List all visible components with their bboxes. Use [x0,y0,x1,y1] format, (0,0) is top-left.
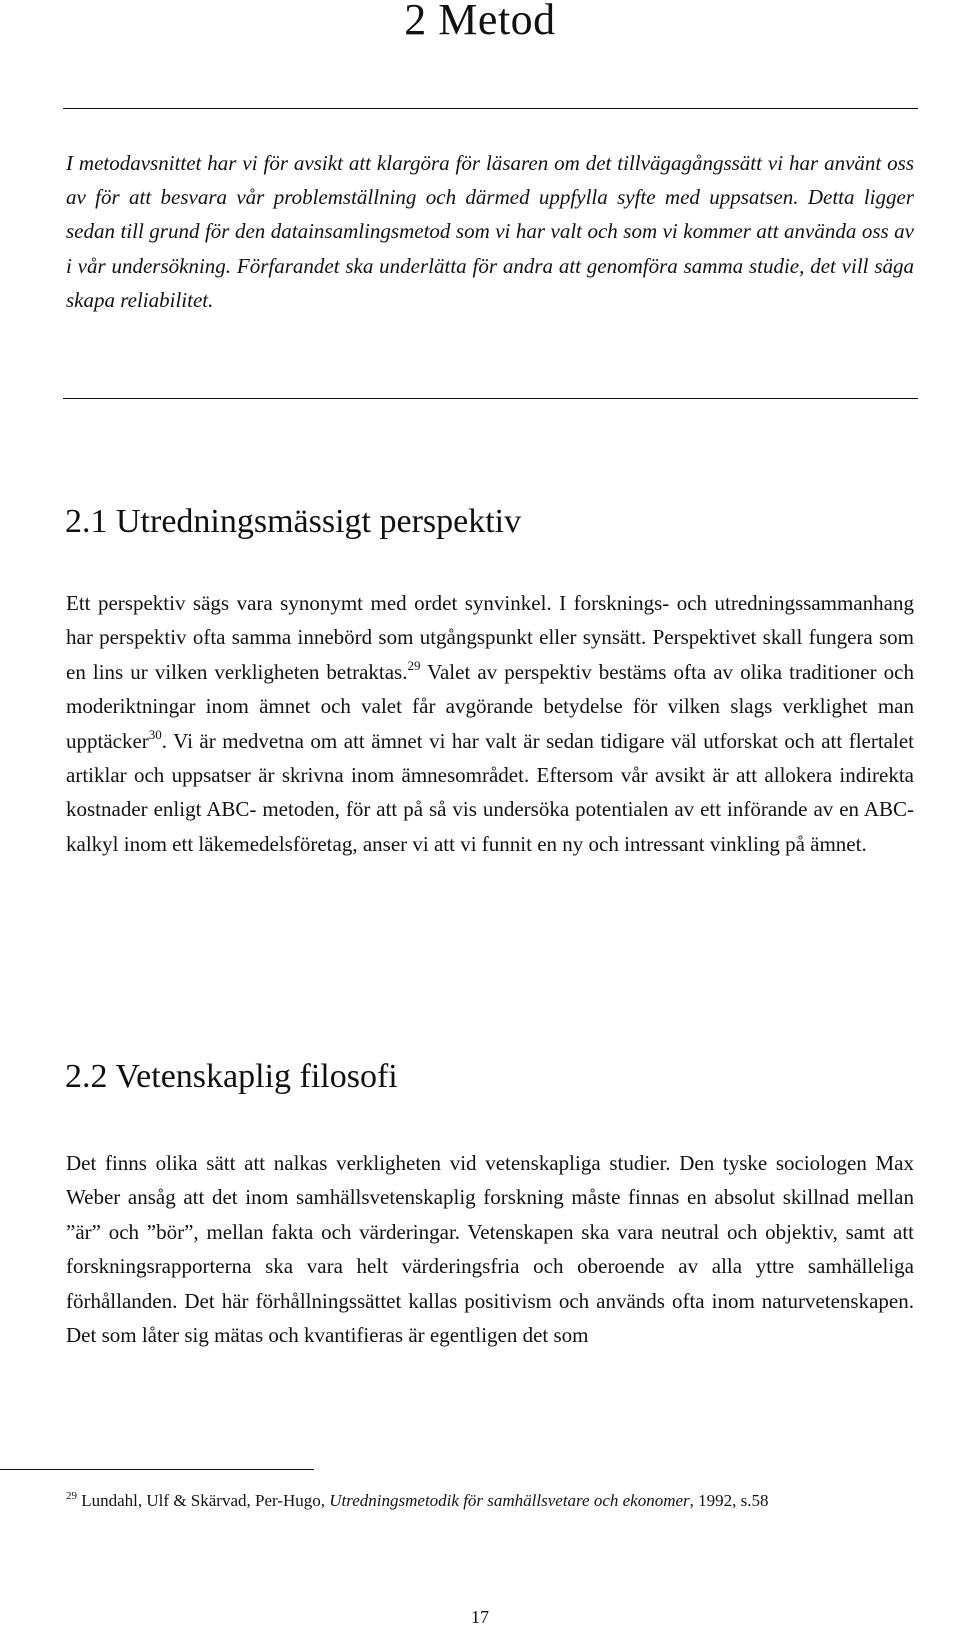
top-divider [63,108,918,109]
perspective-paragraph [66,586,914,861]
perspective-text-2: Valet av perspektiv bestäms ofta av olika traditioner och moderiktningar inom ämnet och valet får avgörande betydelse för vilken slags verklighet man upptäcker [66,659,914,753]
footnote-details: , 1992, s.58 [689,1491,769,1510]
perspective-text-1: Ett perspektiv sägs vara synonymt med ordet synvinkel. I forsknings- och utredningssammanhang har perspektiv ofta samma innebörd som utgångspunkt eller synsätt. Perspektivet skall fungera som en lins ur vilken verkligheten betraktas. [66,591,914,684]
section-heading-perspective: 2.1 Utredningsmässigt perspektiv [65,503,522,540]
footnote-number: 29 [66,1490,77,1502]
footnote-ref-30: 30 [148,726,162,742]
intro-divider [63,398,918,399]
footnote-work-title: Utredningsmetodik för samhällsvetare och ekonomer [329,1491,690,1510]
footnote-authors: Lundahl, Ulf & Skärvad, Per-Hugo, [77,1491,330,1510]
perspective-text-3: . Vi är medvetna om att ämnet vi har valt är sedan tidigare väl utforskat och att flertalet artiklar och uppsatser är skrivna inom ämnesområdet. Eftersom vår avsikt är att allokera indirekta kostnader enligt ABC- metoden, för att på så vis undersöka potentialen av ett införande av en ABC-kalkyl inom ett läkemedelsföretag, anser vi att vi funnit en ny och intressant vinkling på ämnet. [66,728,914,856]
chapter-title: 2 Metod [404,0,556,44]
footnote-29 [66,1487,916,1514]
section-heading-philosophy: 2.2 Vetenskaplig filosofi [65,1058,398,1095]
page-number: 17 [471,1607,489,1627]
footnote-divider [0,1469,314,1470]
intro-paragraph: I metodavsnittet har vi för avsikt att klargöra för läsaren om det tillvägagångssätt vi har använt oss av för att besvara vår problemställning och därmed uppfylla syfte med uppsatsen. Detta ligger sedan till grund för den datainsamlingsmetod som vi har valt och som vi kommer att använda oss av i vår undersökning. Förfarandet ska underlätta för andra att genomföra samma studie, det vill säga skapa reliabilitet. [66,151,914,312]
philosophy-paragraph: Det finns olika sätt att nalkas verkligheten vid vetenskapliga studier. Den tyske sociologen Max Weber ansåg att det inom samhällsvetenskaplig forskning måste finnas en absolut skillnad mellan ”är” och ”bör”, mellan fakta och värderingar. Vetenskapen ska vara neutral och objektiv, samt att forskningsrapporterna ska vara helt värderingsfria och oberoende av alla yttre samhälleliga förhållanden. Det här förhållningssättet kallas positivism och används ofta inom naturvetenskapen. Det som låter sig mätas och kvantifieras är egentligen det som [66,1151,914,1348]
footnote-ref-29: 29 [407,657,421,673]
